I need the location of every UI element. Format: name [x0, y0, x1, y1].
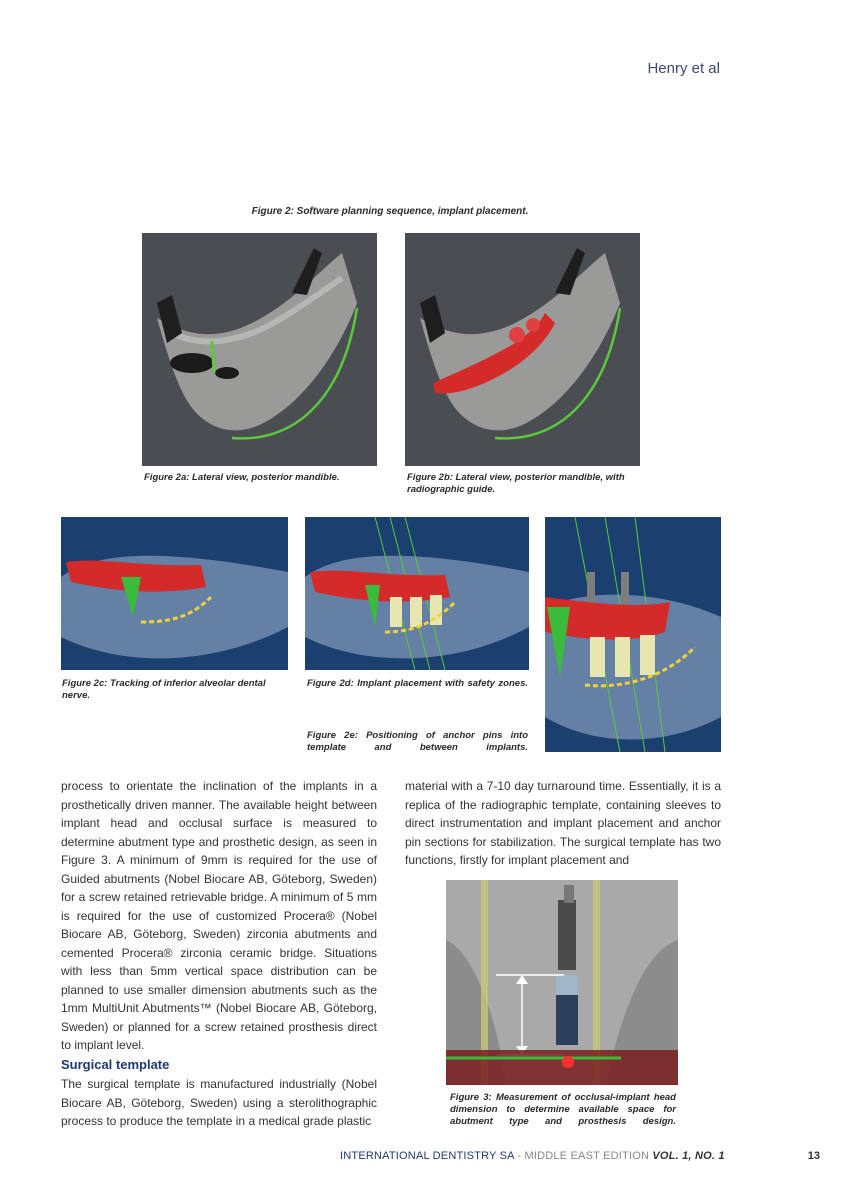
- footer-separator: -: [514, 1150, 525, 1162]
- figure-2-title: Figure 2: Software planning sequence, implant placement.: [251, 206, 529, 217]
- figure-2c-caption: Figure 2c: Tracking of inferior alveolar dental nerve.: [62, 678, 266, 701]
- figure-2b-image: [405, 233, 640, 466]
- figure-2e-image: [545, 517, 721, 752]
- figure-2a-caption: Figure 2a: Lateral view, posterior mandible.: [144, 472, 340, 483]
- footer-volume: VOL. 1, NO. 1: [652, 1150, 725, 1162]
- figure-2e-caption: Figure 2e: Positioning of anchor pins into template and between implants.: [307, 730, 528, 753]
- figure-2a-image: [142, 233, 377, 466]
- running-header-author: Henry et al: [647, 60, 720, 77]
- figure-2c-image: [61, 517, 288, 670]
- footer-edition: MIDDLE EAST EDITION: [524, 1150, 650, 1162]
- left-column-paragraph-2: The surgical template is manufactured industrially (Nobel Biocare AB, Göteborg, Sweden) using a sterolithographic process to produce the template in a medical grade plastic: [61, 1077, 377, 1128]
- left-column-paragraph-1: process to orientate the inclination of the implants in a prosthetically driven manner. The available height between implant head and occlusal surface is measured to determine abutment type and prosthetic design, as seen in Figure 3. A minimum of 9mm is required for the use of Guided abutments (Nobel Biocare AB, Göteborg, Sweden) for a screw retained retrievable bridge. A minimum of 5 mm is required for the use of customized Procera® (Nobel Biocare AB, Göteborg, Sweden) zirconia abutments and cemented Procera® zirconia ceramic bridge. Situations with less than 5mm vertical space distribution can be planned to use smaller dimension abutments such as the 1mm MultiUnit Abutments™ (Nobel Biocare AB, Göteborg, Sweden) or planned for a screw retained prosthesis direct to implant level.: [61, 779, 377, 1052]
- figure-3-image: [446, 880, 678, 1085]
- figure-3-caption: Figure 3: Measurement of occlusal-implant head dimension to determine available space for abutment type and prosthesis design.: [450, 1092, 676, 1127]
- figure-2d-image: [305, 517, 529, 670]
- right-column-paragraph-1: material with a 7-10 day turnaround time. Essentially, it is a replica of the radiographic template, containing sleeves to direct instrumentation and implant placement and anchor pin sections for stabilization. The surgical template has two functions, firstly for implant placement and: [405, 779, 721, 867]
- figure-2d-caption: Figure 2d: Implant placement with safety zones.: [307, 678, 528, 689]
- page-number: 13: [807, 1150, 820, 1162]
- figure-2b-caption: Figure 2b: Lateral view, posterior mandible, with radiographic guide.: [407, 472, 625, 495]
- section-heading-surgical-template: Surgical template: [61, 1057, 170, 1072]
- footer-journal: INTERNATIONAL DENTISTRY SA: [340, 1150, 515, 1162]
- page-footer: [340, 1150, 725, 1162]
